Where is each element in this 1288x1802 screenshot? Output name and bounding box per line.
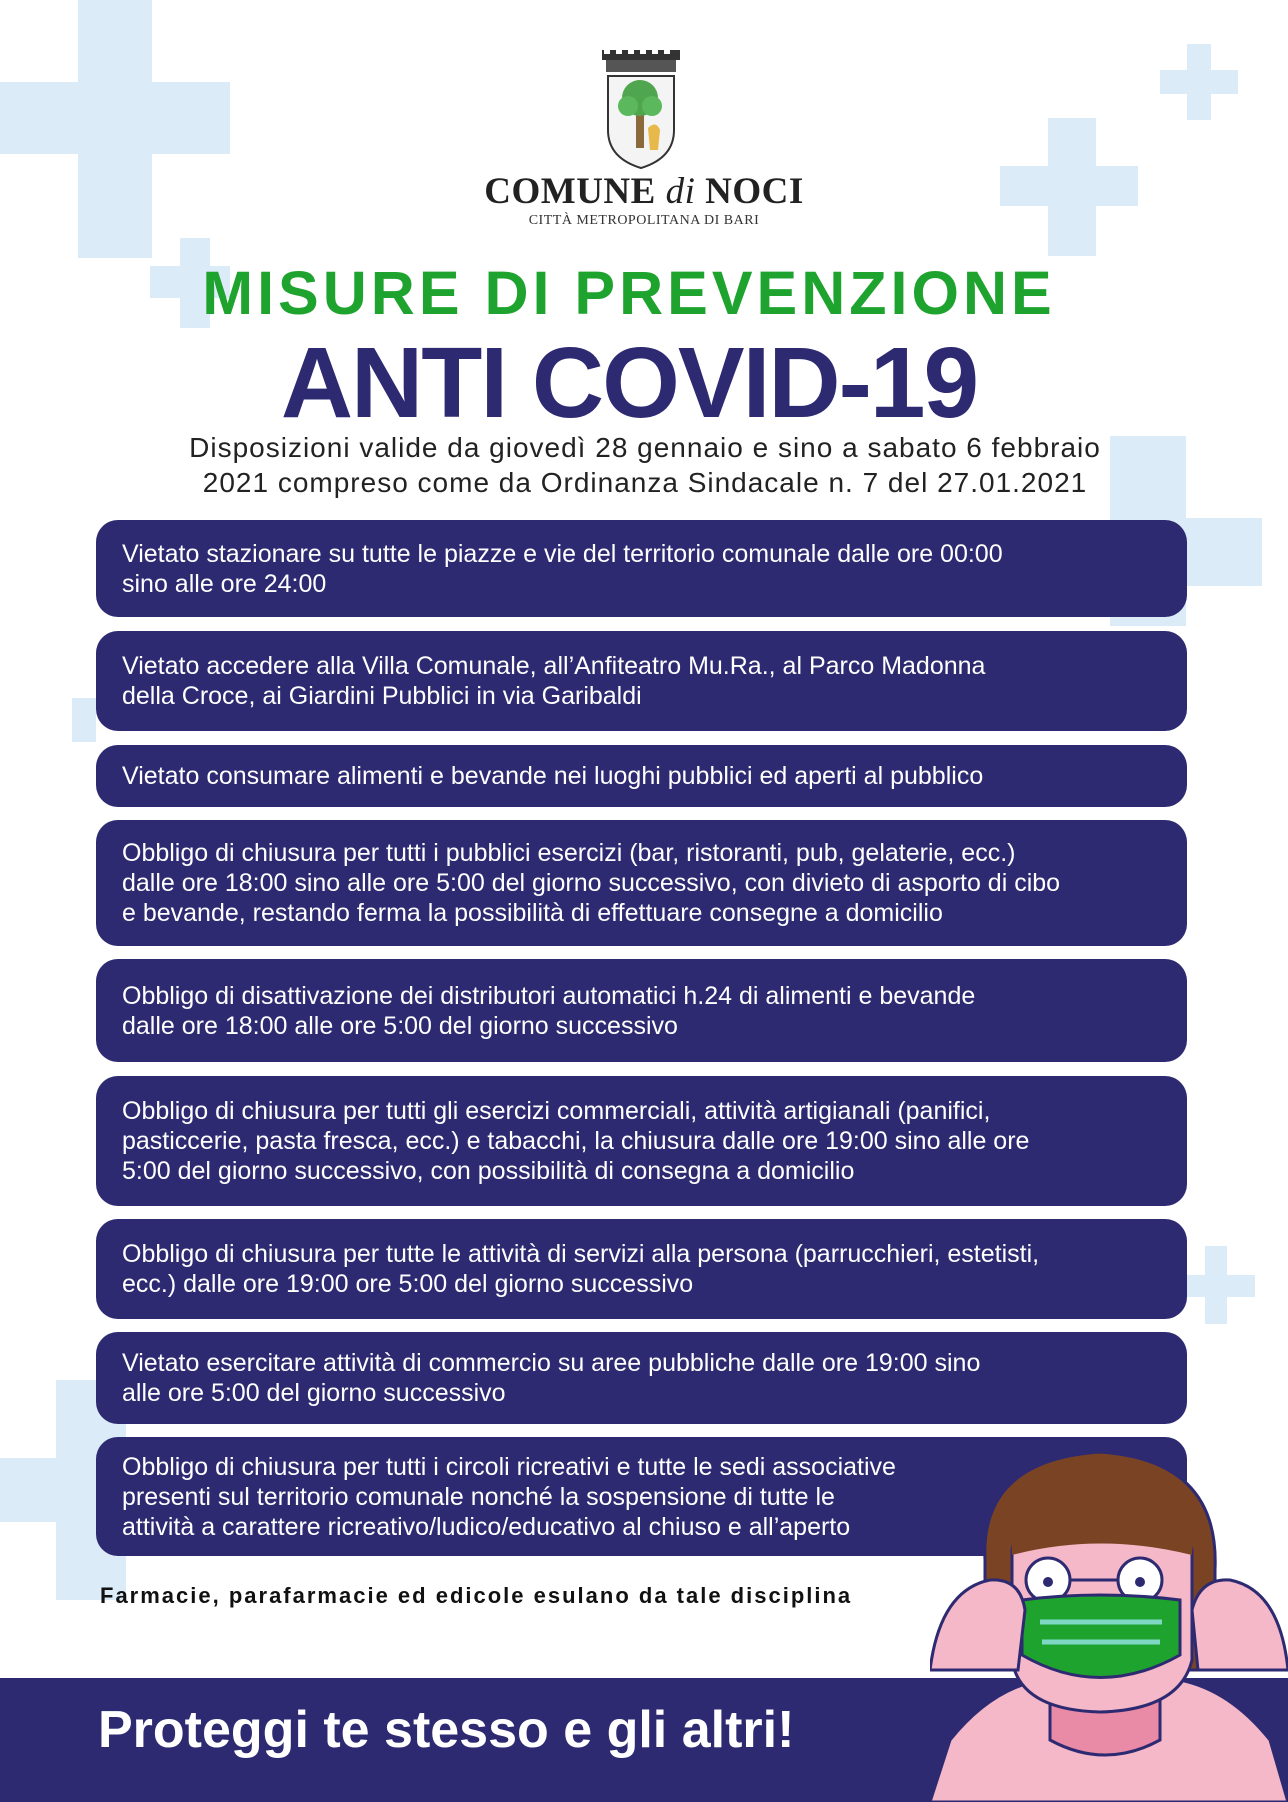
rule-line: Obbligo di chiusura per tutte le attività di servizi alla persona (parrucchieri, estetisti,: [122, 1240, 1040, 1268]
subtitle-line: Disposizioni valide da giovedì 28 gennaio e sino a sabato 6 febbraio: [189, 432, 1101, 463]
rule-line: Obbligo di chiusura per tutti gli esercizi commerciali, attività artigianali (panifici,: [122, 1097, 991, 1125]
rule-item: [96, 1219, 1187, 1319]
rule-line: Vietato accedere alla Villa Comunale, all’Anfiteatro Mu.Ra., al Parco Madonna: [122, 652, 986, 680]
rule-line: e bevande, restando ferma la possibilità di effettuare consegne a domicilio: [122, 899, 943, 927]
rule-item: [96, 1332, 1187, 1424]
masked-person-illustration: [930, 1440, 1288, 1802]
subtitle: [120, 430, 1170, 500]
rule-item: [96, 959, 1187, 1062]
rule-line: della Croce, ai Giardini Pubblici in via Garibaldi: [122, 682, 642, 710]
brand-subtitle: CITTÀ METROPOLITANA DI BARI: [528, 213, 760, 228]
rule-line: 5:00 del giorno successivo, con possibilità di consegna a domicilio: [122, 1157, 855, 1185]
rule-item: [96, 631, 1187, 731]
rule-line: dalle ore 18:00 sino alle ore 5:00 del giorno successivo, con divieto di asporto di cibo: [122, 869, 1061, 897]
rule-line: alle ore 5:00 del giorno successivo: [122, 1379, 506, 1407]
rule-line: Obbligo di chiusura per tutti i circoli ricreativi e tutte le sedi associative: [122, 1452, 896, 1481]
rule-line: Vietato stazionare su tutte le piazze e vie del territorio comunale dalle ore 00:00: [122, 539, 1003, 568]
footer-slogan: Proteggi te stesso e gli altri!: [98, 1701, 795, 1759]
rule-item: [96, 820, 1187, 946]
rule-line: Vietato esercitare attività di commercio su aree pubbliche dalle ore 19:00 sino: [122, 1349, 981, 1377]
rule-line: ecc.) dalle ore 19:00 ore 5:00 del giorno successivo: [122, 1270, 694, 1298]
exemption-note: Farmacie, parafarmacie ed edicole esulano da tale disciplina: [100, 1583, 853, 1608]
title-line-2: ANTI COVID-19: [280, 327, 978, 439]
title-line-1: MISURE DI PREVENZIONE: [202, 259, 1056, 327]
rule-line: Vietato consumare alimenti e bevande nei luoghi pubblici ed aperti al pubblico: [122, 762, 984, 790]
rule-item: [96, 520, 1187, 617]
rule-item: [96, 745, 1187, 807]
subtitle-line: 2021 compreso come da Ordinanza Sindacale n. 7 del 27.01.2021: [202, 467, 1088, 498]
rule-line: Obbligo di chiusura per tutti i pubblici esercizi (bar, ristoranti, pub, gelaterie, ecc.): [122, 839, 1016, 867]
rule-line: Obbligo di disattivazione dei distributori automatici h.24 di alimenti e bevande: [122, 981, 976, 1010]
rule-item: [96, 1076, 1187, 1206]
brand-name: COMUNE di NOCI: [484, 171, 804, 212]
rule-line: presenti sul territorio comunale nonché la sospensione di tutte le: [122, 1482, 835, 1511]
rule-line: attività a carattere ricreativo/ludico/educativo al chiuso e all’aperto: [122, 1512, 851, 1541]
town-crest-icon: [600, 50, 682, 170]
rule-line: sino alle ore 24:00: [122, 569, 327, 598]
rule-line: pasticcerie, pasta fresca, ecc.) e tabacchi, la chiusura dalle ore 19:00 sino alle ore: [122, 1127, 1030, 1155]
rule-line: dalle ore 18:00 alle ore 5:00 del giorno successivo: [122, 1011, 678, 1040]
